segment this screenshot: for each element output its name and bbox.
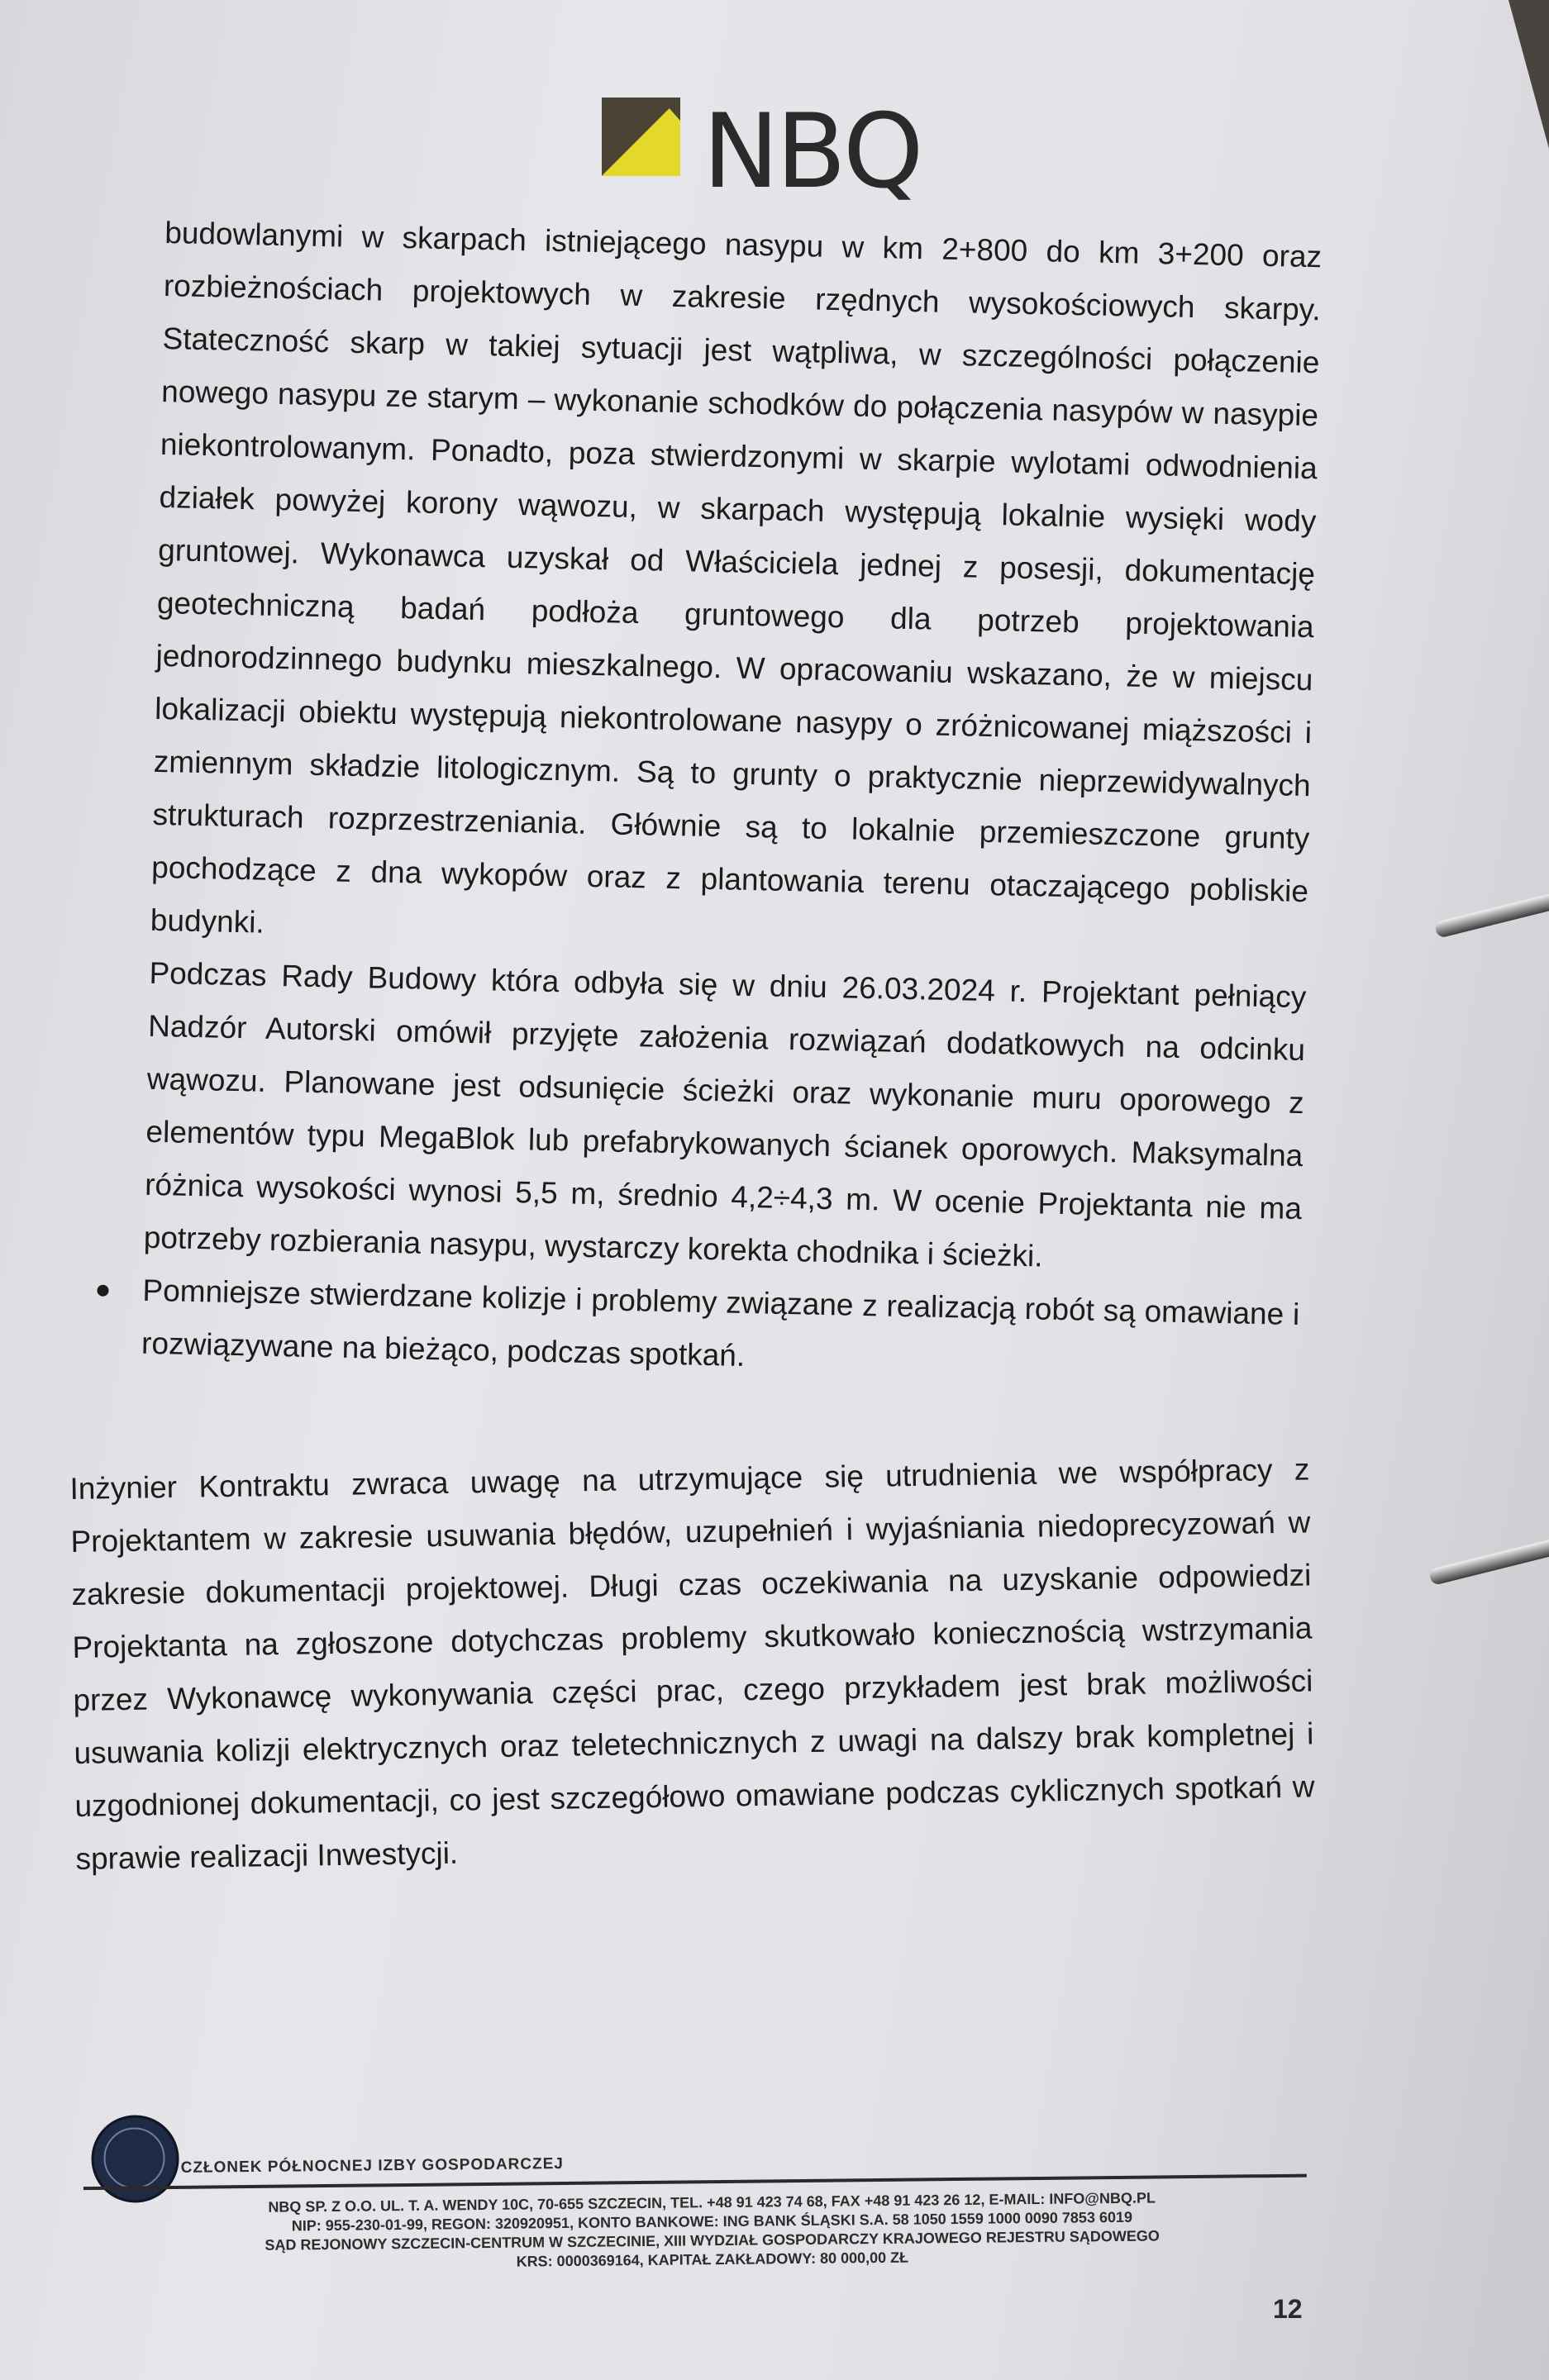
legal-line: KRS: 0000369164, KAPITAŁ ZAKŁADOWY: 80 000,00 ZŁ [516,2249,909,2270]
logo-text: NBQ [703,93,921,212]
page-number: 12 [1273,2294,1303,2324]
paragraph-engineer-remarks [69,1443,1316,1885]
paragraph-geotechnical: budowlanymi w skarpach istniejącego nasypu w km 2+800 do km 3+200 oraz rozbieżnościach projektowych w zakresie rzędnych wysokościowych skarpy. Stateczność skarp w takiej sytuacji jest wątpliwa, w szczególności połączenie nowego nasypu ze starym – wykonanie schodków do połączenia nasypów w nasypie niekontrolowanym. Ponadto, poza stwierdzonymi w skarpie wylotami odwodnienia działek powyżej korony wąwozu, w skarpach występują lokalnie wysięki wody gruntowej. Wykonawca uzyskał od Właściciela jednej z posesji, dokumentację geotechniczną badań podłoża gruntowego dla potrzeb projektowania jednorodzinnego budynku mieszkalnego. W opracowaniu wskazano, że w miejscu lokalizacji obiektu występują niekontrolowane nasypy o zróżnicowanej miąższości i zmiennym składzie litologicznym. Są to grunty o praktycznie nieprzewidywalnych strukturach rozprzestrzeniania. Głównie są to lokalnie przemieszczone grunty pochodzące z dna wykopów oraz z plantowania terenu otaczającego pobliskie budynki. [150,215,1323,940]
bullet-text: Pomniejsze stwierdzane kolizje i problemy związane z realizacją robót są omawiane i rozwiązywane na bieżąco, podczas spotkań. [141,1273,1300,1373]
closing-text: Inżynier Kontraktu zwraca uwagę na utrzymujące się utrudnienia we współpracy z Projektantem w zakresie usuwania błędów, uzupełnień i wyjaśniania niedoprecyzowań w zakresie dokumentacji projektowej. Długi czas oczekiwania na uzyskanie odpowiedzi Projektanta na zgłoszone dotychczas problemy skutkowało koniecznością wstrzymania przez Wykonawcę wykonywania części prac, czego przykładem jest brak możliwości usuwania kolizji elektrycznych oraz teletechnicznych z uwagi na dalszy brak kompletnej i uzgodnionej dokumentacji, co jest szczegółowo omawiane podczas cyklicznych spotkań w sprawie realizacji Inwestycji. [69,1452,1315,1876]
body-text [141,207,1323,1394]
legal-line: NBQ SP. Z O.O. UL. T. A. WENDY 10C, 70-655 SZCZECIN, TEL. +48 91 423 74 68, FAX +48 91 423 26 12, E-MAIL: INFO@NBQ.PL [268,2189,1156,2216]
legal-line: SĄD REJONOWY SZCZECIN-CENTRUM W SZCZECINIE, XIII WYDZIAŁ GOSPODARCZY KRAJOWEGO REJESTRU SĄDOWEGO [265,2227,1160,2254]
logo-mark-icon [602,98,701,188]
paragraph-site-council: Podczas Rady Budowy która odbyła się w dniu 26.03.2024 r. Projektant pełniący Nadzór Autorski omówił przyjęte założenia rozwiązań dodatkowych na odcinku wąwozu. Planowane jest odsunięcie ścieżki oraz wykonanie muru oporowego z elementów typu MegaBlok lub prefabrykowanych ścianek oporowych. Maksymalna różnica wysokości wynosi 5,5 m, średnio 4,2÷4,3 m. W ocenie Projektanta nie ma potrzeby rozbierania nasypu, wystarczy korekta chodnika i ścieżki. [143,955,1307,1273]
membership-label: CZŁONEK PÓŁNOCNEJ IZBY GOSPODARCZEJ [180,2155,565,2177]
legal-line: NIP: 955-230-01-99, REGON: 320920951, KONTO BANKOWE: ING BANK ŚLĄSKI S.A. 58 1050 1559 1000 0090 7853 6019 [291,2208,1133,2235]
company-logo [602,93,921,230]
chamber-seal-icon [91,2115,179,2203]
company-legal-info [141,2187,1283,2275]
page-footer [91,2103,1316,2306]
